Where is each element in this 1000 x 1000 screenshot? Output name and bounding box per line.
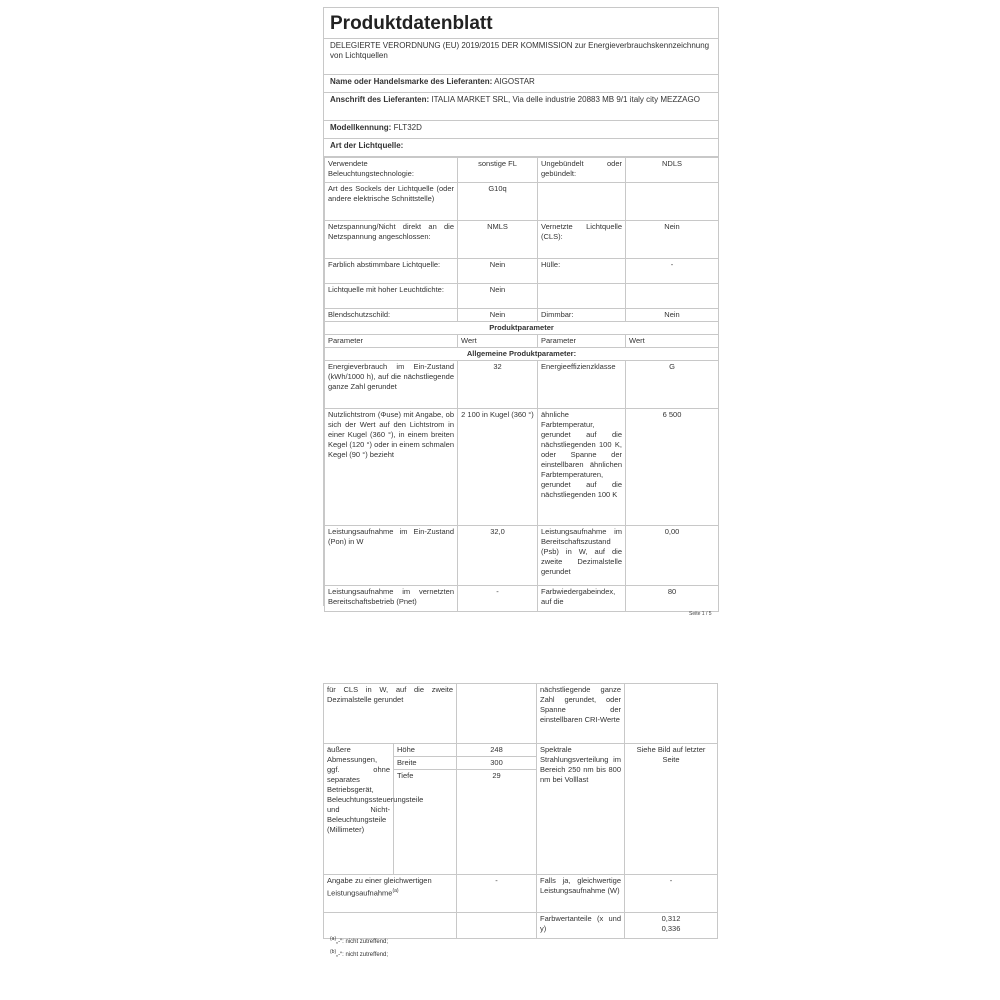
dimension-name: Breite (394, 757, 457, 770)
param-value: 0,00 (626, 526, 719, 586)
supplier-name-label: Name oder Handelsmarke des Lieferanten: (330, 77, 493, 86)
table-row (324, 684, 718, 744)
param-value: sonstige FL (458, 158, 538, 183)
param-value: G10q (458, 183, 538, 221)
param-value: NDLS (626, 158, 719, 183)
param-label: Falls ja, gleichwertige Leistungsaufnahme (W) (537, 875, 625, 913)
param-value: Nein (458, 284, 538, 309)
dimension-value: 248 (457, 744, 537, 757)
footnote: $^{(b)}$„-“: nicht zutreffend; (330, 949, 389, 958)
param-value (626, 183, 719, 221)
dimension-value: 29 (457, 770, 537, 875)
param-value (625, 684, 718, 744)
dimension-row (324, 744, 718, 757)
param-label: Farblich abstimmbare Lichtquelle: (325, 259, 458, 284)
regulation-text: DELEGIERTE VERORDNUNG (EU) 2019/2015 DER KOMMISSION zur Energieverbrauchskennzeichnung von Lichtquellen (324, 39, 718, 75)
param-value: Siehe Bild auf letzter Seite (625, 744, 718, 875)
table-row (324, 875, 718, 913)
source-type-table (324, 157, 719, 612)
param-value: Nein (458, 259, 538, 284)
param-value: - (457, 875, 537, 913)
param-value: - (458, 586, 538, 612)
supplier-name-value: AIGOSTAR (494, 77, 535, 86)
model-value: FLT32D (393, 123, 422, 132)
param-value: Nein (626, 309, 719, 322)
column-header: Wert (626, 335, 719, 348)
param-label: Energieeffizienzklasse (538, 361, 626, 409)
page-number: Seite 1 / 5 (689, 611, 712, 617)
table-row (325, 259, 719, 284)
param-value (626, 284, 719, 309)
table-row (325, 183, 719, 221)
param-label: Vernetzte Lichtquelle (CLS): (538, 221, 626, 259)
footnote-ref: (a) (392, 888, 399, 894)
param-value: 32 (458, 361, 538, 409)
param-value: - (625, 875, 718, 913)
table-row (325, 348, 719, 361)
param-label: Hülle: (538, 259, 626, 284)
param-label: Dimmbar: (538, 309, 626, 322)
param-value: 80 (626, 586, 719, 612)
param-label: Verwendete Beleuchtungstechnologie: (325, 158, 458, 183)
table-row (325, 284, 719, 309)
table-row (325, 322, 719, 335)
param-value: - (626, 259, 719, 284)
general-params-heading: Allgemeine Produktparameter: (325, 348, 719, 361)
table-row (325, 409, 719, 526)
param-value: 2 100 in Kugel (360 °) (458, 409, 538, 526)
product-params-heading: Produktparameter (325, 322, 719, 335)
param-label: Farbwiedergabeindex, auf die (538, 586, 626, 612)
model-row (324, 121, 718, 139)
param-label: Blendschutzschild: (325, 309, 458, 322)
supplier-address-label: Anschrift des Lieferanten: (330, 95, 430, 104)
param-label: nächstliegende ganze Zahl gerundet, oder Spanne der einstellbaren CRI-Werte (537, 684, 625, 744)
model-label: Modellkennung: (330, 123, 392, 132)
supplier-address-value: ITALIA MARKET SRL, Via delle industrie 20883 MB 9/1 italy city MEZZAGO (431, 95, 700, 104)
param-value (457, 684, 537, 744)
param-value: Nein (626, 221, 719, 259)
datasheet-page-1 (323, 7, 719, 606)
supplier-address-row (324, 93, 718, 121)
param-label: für CLS in W, auf die zweite Dezimalstelle gerundet (324, 684, 457, 744)
column-header: Wert (458, 335, 538, 348)
page-title: Produktdatenblatt (324, 8, 718, 39)
param-value: 32,0 (458, 526, 538, 586)
table-row (325, 221, 719, 259)
param-label: Art des Sockels der Lichtquelle (oder andere elektrische Schnittstelle) (325, 183, 458, 221)
table-row (325, 586, 719, 612)
table-row (325, 361, 719, 409)
param-label: Energieverbrauch im Ein-Zustand (kWh/1000 h), auf die nächstliegende ganze Zahl gerundet (325, 361, 458, 409)
supplier-name-row (324, 75, 718, 93)
table-row (325, 309, 719, 322)
param-value: Nein (458, 309, 538, 322)
param-label: Ungebündelt oder gebündelt: (538, 158, 626, 183)
param-label: Leistungsaufnahme im vernetzten Bereitschaftsbetrieb (Pnet) (325, 586, 458, 612)
param-label: Lichtquelle mit hoher Leuchtdichte: (325, 284, 458, 309)
dimensions-label: äußere Abmessungen, ggf. ohne separates Betriebsgerät, Beleuchtungssteuerungsteile und Nicht-Beleuchtungsteile (Millimeter) (324, 744, 394, 875)
datasheet-page-2 (323, 683, 717, 935)
param-label: Farbwertanteile (x und y) (537, 913, 625, 939)
params-table-continued (323, 683, 718, 939)
param-label (538, 183, 626, 221)
column-header: Parameter (325, 335, 458, 348)
chromaticity-value: 0,312 0,336 (625, 913, 718, 939)
table-row (325, 158, 719, 183)
dimension-name: Höhe (394, 744, 457, 757)
param-label: Angabe zu einer gleichwertigen Leistungsaufnahme$^{(a)}$ (324, 875, 457, 913)
column-header-row (325, 335, 719, 348)
param-label: Nutzlichtstrom (Φuse) mit Angabe, ob sich der Wert auf den Lichtstrom in einer Kugel (360 °), in einem breiten Kegel (120 °) oder in einem schmalen Kegel (90 °) bezieht (325, 409, 458, 526)
param-label: Leistungsaufnahme im Bereitschaftszustand (Psb) in W, auf die zweite Dezimalstelle gerundet (538, 526, 626, 586)
param-value: 6 500 (626, 409, 719, 526)
param-value: G (626, 361, 719, 409)
param-label: ähnliche Farbtemperatur, gerundet auf die nächstliegenden 100 K, oder Spanne der einstellbaren ähnlichen Farbtemperaturen, gerundet auf die nächstliegenden 100 K (538, 409, 626, 526)
table-row (325, 526, 719, 586)
param-label: Netzspannung/Nicht direkt an die Netzspannung angeschlossen: (325, 221, 458, 259)
footnote: $^{(a)}$„-“: nicht zutreffend; (330, 936, 389, 945)
param-label: Spektrale Strahlungsverteilung im Bereich 250 nm bis 800 nm bei Volllast (537, 744, 625, 875)
param-label (538, 284, 626, 309)
param-label: Leistungsaufnahme im Ein-Zustand (Pon) in W (325, 526, 458, 586)
dimension-value: 300 (457, 757, 537, 770)
param-value: NMLS (458, 221, 538, 259)
param-value (457, 913, 537, 939)
source-type-heading: Art der Lichtquelle: (324, 139, 718, 157)
column-header: Parameter (538, 335, 626, 348)
dimension-name: Tiefe (394, 770, 457, 875)
